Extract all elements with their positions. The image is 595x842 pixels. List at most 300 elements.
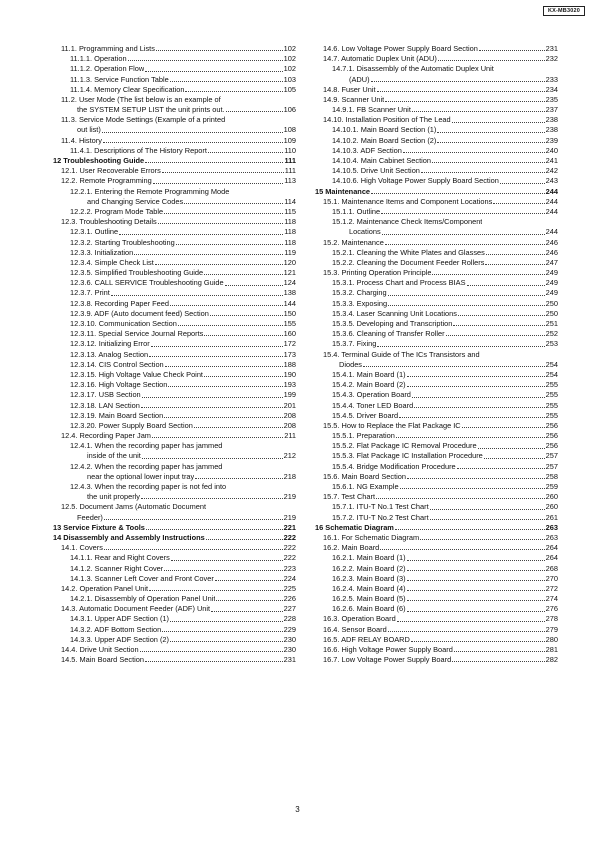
toc-entry-page: 232 — [545, 54, 558, 64]
toc-entry-title: 15.6. Main Board Section — [323, 471, 406, 481]
toc-entry[interactable] — [315, 502, 558, 512]
toc-entry-title: 14.5. Main Board Section — [61, 655, 144, 665]
toc-entry[interactable] — [315, 553, 558, 563]
toc-entry[interactable] — [315, 136, 558, 146]
toc-entry[interactable] — [315, 299, 558, 309]
toc-leader-dots — [156, 49, 283, 51]
toc-entry[interactable] — [53, 75, 296, 85]
toc-leader-dots — [155, 263, 283, 265]
toc-entry[interactable] — [53, 289, 296, 299]
toc-entry-page: 208 — [283, 410, 296, 420]
toc-entry-title: 12.3.11. Special Service Journal Reports — [70, 329, 204, 339]
toc-entry[interactable] — [53, 462, 296, 472]
toc-entry[interactable] — [53, 421, 296, 431]
toc-leader-dots — [164, 416, 282, 418]
toc-entry[interactable] — [315, 289, 558, 299]
toc-leader-dots — [438, 59, 545, 61]
toc-entry[interactable] — [53, 248, 296, 258]
toc-entry-title: 14.3.1. Upper ADF Section (1) — [70, 614, 170, 624]
toc-entry[interactable] — [53, 635, 296, 645]
toc-entry-page: 224 — [283, 573, 296, 583]
toc-leader-dots — [178, 324, 283, 326]
toc-entry[interactable] — [315, 533, 558, 543]
toc-entry[interactable] — [53, 553, 296, 563]
toc-entry[interactable] — [53, 299, 296, 309]
toc-entry-title: 15.3.2. Charging — [332, 288, 387, 298]
toc-entry[interactable] — [315, 319, 558, 329]
toc-leader-dots — [454, 650, 545, 652]
toc-leader-dots — [140, 650, 283, 652]
toc-entry-page: 138 — [283, 288, 296, 298]
toc-entry[interactable] — [315, 217, 558, 227]
toc-entry[interactable] — [315, 95, 558, 105]
toc-entry-page: 249 — [545, 268, 558, 278]
toc-entry-page: 251 — [545, 319, 558, 329]
toc-entry[interactable] — [315, 105, 558, 115]
toc-leader-dots — [102, 131, 283, 133]
toc-entry-title: 13 Service Fixture & Tools — [53, 522, 145, 532]
toc-entry-page: 241 — [545, 156, 558, 166]
toc-entry-title: 15.4. Terminal Guide of The ICs Transistors and — [323, 349, 480, 359]
toc-entry-title: 12.3.7. Print — [70, 288, 110, 298]
toc-entry-title: 12.3.16. High Voltage Section — [70, 380, 168, 390]
toc-entry-page: 255 — [545, 390, 558, 400]
toc-entry[interactable] — [315, 594, 558, 604]
toc-entry-page: 237 — [545, 105, 558, 115]
toc-entry-title: 15.3. Printing Operation Principle — [323, 268, 432, 278]
toc-leader-dots — [194, 426, 283, 428]
toc-entry[interactable] — [53, 176, 296, 186]
toc-leader-dots — [162, 171, 284, 173]
toc-entry[interactable] — [53, 350, 296, 360]
toc-entry-page: 247 — [545, 257, 558, 267]
toc-leader-dots — [495, 71, 557, 72]
toc-entry[interactable] — [53, 615, 296, 625]
toc-entry[interactable] — [53, 513, 296, 523]
toc-leader-dots — [225, 284, 283, 286]
toc-entry[interactable] — [315, 350, 558, 360]
toc-entry-title: 15.1.2. Maintenance Check Items/Component — [332, 217, 483, 227]
toc-entry[interactable] — [315, 604, 558, 614]
toc-entry-title: 14.2. Operation Panel Unit — [61, 583, 149, 593]
toc-entry[interactable] — [315, 258, 558, 268]
toc-entry[interactable] — [53, 217, 296, 227]
toc-leader-dots — [184, 202, 283, 204]
toc-entry-page: 212 — [283, 451, 296, 461]
toc-entry-page: 280 — [545, 634, 558, 644]
toc-entry[interactable] — [53, 126, 296, 136]
toc-entry[interactable] — [53, 390, 296, 400]
toc-leader-dots — [204, 375, 283, 377]
toc-entry-title: 15.4.4. Toner LED Board — [332, 400, 414, 410]
toc-entry-page: 115 — [284, 206, 296, 216]
toc-leader-dots — [457, 467, 545, 469]
toc-entry[interactable] — [53, 655, 296, 665]
toc-leader-dots — [485, 263, 544, 265]
toc-entry[interactable] — [315, 176, 558, 186]
toc-leader-dots — [407, 559, 545, 561]
toc-entry-title: 15.3.4. Laser Scanning Unit Locations — [332, 308, 457, 318]
toc-entry-page: 121 — [283, 268, 296, 278]
toc-entry[interactable] — [315, 64, 558, 74]
toc-leader-dots — [397, 620, 545, 622]
toc-leader-dots — [395, 528, 545, 530]
toc-entry-page: 219 — [283, 512, 296, 522]
toc-entry-page: 268 — [545, 563, 558, 573]
toc-entry-page: 254 — [545, 359, 558, 369]
toc-entry-page: 244 — [545, 196, 558, 206]
toc-entry-title: 12.1. User Recoverable Errors — [61, 166, 161, 176]
toc-entry[interactable] — [315, 615, 558, 625]
toc-entry-title: 12.3.3. Initialization — [70, 247, 134, 257]
toc-entry-title: 14.9.1. FB Scanner Unit — [332, 105, 411, 115]
toc-entry-page: 278 — [545, 614, 558, 624]
toc-entry[interactable] — [315, 146, 558, 156]
toc-entry[interactable] — [315, 452, 558, 462]
toc-entry[interactable] — [315, 513, 558, 523]
toc-entry-page: 230 — [283, 634, 296, 644]
toc-entry[interactable] — [53, 533, 296, 543]
toc-entry[interactable] — [315, 390, 558, 400]
toc-entry[interactable] — [53, 360, 296, 370]
toc-entry[interactable] — [315, 523, 558, 533]
toc-entry-page: 238 — [545, 125, 558, 135]
toc-entry-page: 114 — [284, 196, 296, 206]
toc-entry-page: 281 — [545, 645, 558, 655]
toc-leader-dots — [164, 569, 282, 571]
toc-entry-title: the unit properly — [87, 492, 140, 502]
toc-entry[interactable] — [53, 492, 296, 502]
toc-column-left — [53, 44, 296, 665]
toc-entry-title: Locations — [349, 227, 381, 237]
toc-entry-page: 172 — [283, 339, 296, 349]
toc-entry-title: 11.4. History — [61, 135, 102, 145]
toc-leader-dots — [446, 334, 545, 336]
toc-entry[interactable] — [315, 197, 558, 207]
toc-leader-dots — [185, 90, 282, 92]
toc-entry[interactable] — [315, 329, 558, 339]
toc-entry[interactable] — [53, 564, 296, 574]
toc-entry-title: 14.10.5. Drive Unit Section — [332, 166, 420, 176]
toc-entry-title: 11.1.4. Memory Clear Specification — [70, 84, 185, 94]
toc-entry[interactable] — [53, 401, 296, 411]
toc-entry[interactable] — [53, 502, 296, 512]
toc-leader-dots — [145, 161, 283, 163]
toc-leader-dots — [462, 426, 545, 428]
toc-entry[interactable] — [53, 85, 296, 95]
toc-leader-dots — [210, 314, 283, 316]
toc-entry[interactable] — [53, 146, 296, 156]
toc-leader-dots — [377, 90, 545, 92]
toc-leader-dots — [407, 599, 545, 601]
toc-entry-page: 263 — [545, 522, 558, 532]
toc-entry-page: 238 — [545, 115, 558, 125]
toc-entry-title: 14.10.4. Main Cabinet Section — [332, 156, 432, 166]
toc-entry-title: 12.3.6. CALL SERVICE Troubleshooting Guide — [70, 278, 224, 288]
toc-entry-title: 12.3.2. Starting Troubleshooting — [70, 237, 175, 247]
toc-entry-page: 242 — [545, 166, 558, 176]
toc-entry-title: out list) — [77, 125, 101, 135]
toc-entry-page: 244 — [545, 186, 558, 196]
toc-leader-dots — [420, 538, 545, 540]
toc-entry-page: 218 — [283, 471, 296, 481]
toc-entry-title: 14.7. Automatic Duplex Unit (ADU) — [323, 54, 437, 64]
toc-entry-title: 15.7. Test Chart — [323, 492, 376, 502]
toc-leader-dots — [421, 171, 545, 173]
toc-leader-dots — [104, 548, 283, 550]
toc-entry[interactable] — [315, 309, 558, 319]
toc-leader-dots — [414, 406, 544, 408]
toc-entry[interactable] — [53, 238, 296, 248]
toc-entry[interactable] — [53, 482, 296, 492]
toc-entry[interactable] — [53, 472, 296, 482]
toc-entry-title: 12.4.1. When the recording paper has jammed — [70, 441, 223, 451]
toc-leader-dots — [500, 182, 545, 184]
toc-entry-title: 14.1.3. Scanner Left Cover and Front Cover — [70, 573, 214, 583]
toc-leader-dots — [437, 131, 544, 133]
toc-leader-dots — [381, 212, 545, 214]
toc-entry[interactable] — [53, 166, 296, 176]
toc-entry-page: 118 — [284, 227, 296, 237]
toc-entry-title: Diodes — [339, 359, 363, 369]
toc-entry[interactable] — [315, 380, 558, 390]
toc-entry[interactable] — [315, 115, 558, 125]
toc-leader-dots — [377, 345, 544, 347]
toc-leader-dots — [204, 334, 282, 336]
toc-entry[interactable] — [315, 564, 558, 574]
toc-entry[interactable] — [53, 625, 296, 635]
toc-entry[interactable] — [53, 452, 296, 462]
toc-entry[interactable] — [315, 207, 558, 217]
toc-leader-dots — [119, 233, 283, 235]
toc-entry-page: 199 — [283, 390, 296, 400]
toc-entry[interactable] — [315, 75, 558, 85]
toc-entry-title: 16.2.2. Main Board (2) — [332, 563, 406, 573]
toc-entry-title: 16.2.1. Main Board (1) — [332, 553, 406, 563]
toc-entry-page: 256 — [545, 431, 558, 441]
toc-entry-title: 15.2.1. Cleaning the White Plates and Glasses — [332, 247, 485, 257]
toc-entry[interactable] — [315, 401, 558, 411]
toc-entry-page: 261 — [545, 512, 558, 522]
toc-entry-title: 14.3. Automatic Document Feeder (ADF) Unit — [61, 604, 211, 614]
toc-entry[interactable] — [315, 543, 558, 553]
toc-entry[interactable] — [53, 370, 296, 380]
toc-leader-dots — [388, 294, 545, 296]
toc-leader-dots — [432, 161, 545, 163]
toc-entry[interactable] — [53, 95, 296, 105]
toc-entry-title: 12.3.20. Power Supply Board Section — [70, 420, 193, 430]
toc-leader-dots — [141, 497, 283, 499]
toc-leader-dots — [407, 610, 545, 612]
toc-entry[interactable] — [53, 44, 296, 54]
toc-entry[interactable] — [315, 278, 558, 288]
toc-entry[interactable] — [53, 319, 296, 329]
toc-entry[interactable] — [53, 329, 296, 339]
toc-entry[interactable] — [315, 156, 558, 166]
toc-entry-page: 250 — [545, 298, 558, 308]
toc-entry-page: 105 — [283, 84, 296, 94]
toc-entry-title: 16.5. ADF RELAY BOARD — [323, 634, 410, 644]
toc-entry-page: 260 — [545, 502, 558, 512]
toc-entry-page: 211 — [284, 431, 296, 441]
toc-entry[interactable] — [315, 44, 558, 54]
toc-entry[interactable] — [53, 441, 296, 451]
toc-leader-dots — [134, 253, 283, 255]
toc-entry[interactable] — [315, 85, 558, 95]
toc-entry-title: 12.3.5. Simplified Troubleshooting Guide — [70, 268, 204, 278]
toc-entry-page: 252 — [545, 329, 558, 339]
toc-entry-page: 276 — [545, 604, 558, 614]
toc-entry[interactable] — [315, 339, 558, 349]
toc-entry[interactable] — [315, 54, 558, 64]
toc-entry-page: 256 — [545, 441, 558, 451]
toc-entry[interactable] — [315, 625, 558, 635]
toc-leader-dots — [458, 314, 545, 316]
toc-entry[interactable] — [315, 166, 558, 176]
toc-entry[interactable] — [315, 635, 558, 645]
toc-entry-page: 270 — [545, 573, 558, 583]
toc-entry[interactable] — [315, 441, 558, 451]
toc-entry[interactable] — [53, 594, 296, 604]
toc-entry[interactable] — [315, 574, 558, 584]
toc-entry[interactable] — [315, 238, 558, 248]
toc-entry-title: 12.4. Recording Paper Jam — [61, 431, 151, 441]
toc-entry[interactable] — [53, 380, 296, 390]
toc-leader-dots — [141, 406, 283, 408]
toc-entry[interactable] — [53, 584, 296, 594]
toc-leader-dots — [371, 192, 545, 194]
toc-entry-title: 12.2.1. Entering the Remote Programming Mode — [70, 186, 230, 196]
toc-entry-page: 256 — [545, 420, 558, 430]
toc-entry-title: 15.3.3. Exposing — [332, 298, 388, 308]
toc-entry[interactable] — [315, 227, 558, 237]
toc-entry-page: 106 — [283, 105, 296, 115]
toc-entry[interactable] — [53, 136, 296, 146]
toc-entry-title: 12.2. Remote Programming — [61, 176, 152, 186]
toc-entry-page: 260 — [545, 492, 558, 502]
toc-leader-dots — [168, 385, 282, 387]
toc-entry[interactable] — [53, 411, 296, 421]
toc-entry[interactable] — [315, 431, 558, 441]
toc-entry-page: 272 — [545, 583, 558, 593]
toc-entry[interactable] — [315, 421, 558, 431]
page-number: 3 — [295, 805, 300, 814]
toc-entry[interactable] — [53, 197, 296, 207]
toc-entry[interactable] — [53, 543, 296, 553]
toc-leader-dots — [388, 630, 545, 632]
toc-entry-title: and Changing Service Codes — [87, 196, 184, 206]
toc-entry[interactable] — [315, 492, 558, 502]
toc-entry[interactable] — [53, 268, 296, 278]
toc-leader-dots — [399, 416, 545, 418]
toc-entry[interactable] — [315, 248, 558, 258]
toc-entry-page: 102 — [283, 64, 296, 74]
toc-entry-page: 226 — [283, 594, 296, 604]
toc-entry-page: 144 — [283, 298, 296, 308]
toc-entry-page: 160 — [283, 329, 296, 339]
toc-leader-dots — [382, 233, 545, 235]
toc-entry-title: 16.2.3. Main Board (3) — [332, 573, 406, 583]
toc-entry-title: 14.10.3. ADF Section — [332, 145, 402, 155]
toc-entry[interactable] — [315, 655, 558, 665]
toc-entry[interactable] — [315, 584, 558, 594]
toc-entry[interactable] — [315, 645, 558, 655]
toc-entry[interactable] — [53, 105, 296, 115]
toc-entry-title: 16.7. Low Voltage Power Supply Board — [323, 655, 452, 665]
toc-entry[interactable] — [53, 207, 296, 217]
toc-entry[interactable] — [315, 482, 558, 492]
toc-entry-page: 233 — [545, 74, 558, 84]
toc-leader-dots — [371, 80, 545, 82]
toc-leader-dots — [204, 273, 283, 275]
toc-leader-dots — [403, 151, 545, 153]
toc-leader-dots — [128, 59, 283, 61]
toc-entry-page: 109 — [283, 135, 296, 145]
toc-entry[interactable] — [53, 54, 296, 64]
toc-entry-page: 279 — [545, 624, 558, 634]
toc-entry[interactable] — [315, 370, 558, 380]
toc-entry-page: 264 — [545, 543, 558, 553]
toc-entry[interactable] — [53, 339, 296, 349]
toc-entry-page: 259 — [545, 482, 558, 492]
toc-entry-title: 16.6. High Voltage Power Supply Board — [323, 645, 453, 655]
toc-entry[interactable] — [315, 462, 558, 472]
toc-entry[interactable] — [53, 258, 296, 268]
toc-entry-page: 188 — [283, 359, 296, 369]
toc-entry[interactable] — [315, 126, 558, 136]
toc-entry[interactable] — [53, 645, 296, 655]
toc-leader-dots — [407, 477, 545, 479]
toc-entry-title: 15.3.7. Fixing — [332, 339, 377, 349]
toc-entry-title: 11.2. User Mode (The list below is an example of — [61, 94, 221, 104]
toc-entry[interactable] — [53, 64, 296, 74]
toc-leader-dots — [111, 294, 283, 296]
toc-entry-title: 15.7.2. ITU-T No.2 Test Chart — [332, 512, 429, 522]
toc-entry-title: 12.3.14. CIS Control Section — [70, 359, 164, 369]
toc-entry[interactable] — [315, 268, 558, 278]
toc-entry[interactable] — [53, 278, 296, 288]
toc-entry-title: 12.3.10. Communication Section — [70, 319, 177, 329]
toc-entry[interactable] — [53, 309, 296, 319]
toc-entry[interactable] — [53, 431, 296, 441]
toc-entry[interactable] — [315, 187, 558, 197]
toc-entry-page: 234 — [545, 84, 558, 94]
toc-leader-dots — [223, 448, 295, 449]
toc-entry-page: 223 — [283, 563, 296, 573]
toc-entry-title: 14.4. Drive Unit Section — [61, 645, 139, 655]
toc-entry[interactable] — [315, 360, 558, 370]
toc-entry[interactable] — [315, 472, 558, 482]
toc-leader-dots — [385, 100, 544, 102]
toc-entry[interactable] — [315, 411, 558, 421]
toc-entry-title: 15.6.1. NG Example — [332, 482, 399, 492]
toc-leader-dots — [363, 365, 545, 367]
toc-entry-title: 11.1.1. Operation — [70, 54, 127, 64]
toc-entry[interactable] — [53, 115, 296, 125]
toc-entry-page: 274 — [545, 594, 558, 604]
toc-entry[interactable] — [53, 574, 296, 584]
toc-entry[interactable] — [53, 187, 296, 197]
toc-entry-title: 12.2.2. Program Mode Table — [70, 206, 164, 216]
toc-entry[interactable] — [53, 156, 296, 166]
toc-leader-dots — [222, 101, 295, 102]
toc-entry[interactable] — [53, 523, 296, 533]
toc-entry-page: 249 — [545, 278, 558, 288]
toc-entry[interactable] — [53, 604, 296, 614]
toc-leader-dots — [165, 365, 283, 367]
toc-leader-dots — [400, 487, 545, 489]
toc-entry[interactable] — [53, 227, 296, 237]
